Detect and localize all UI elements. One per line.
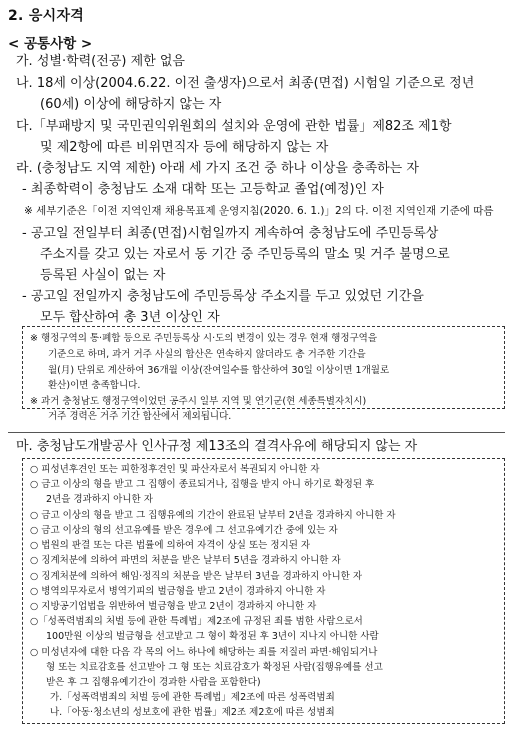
- item-ra-note: ※ 세부기준은「이전 지역인재 채용목표제 운영지침(2020. 6. 1.)」2의 다. 이전 지역인재 기준에 따름: [24, 205, 494, 217]
- disq-item-6: ○ 징계처분에 의하여 파면의 처분을 받은 날부터 5년을 경과하지 아니한 자: [30, 555, 341, 566]
- box1-note2-line1: ※ 과거 충청남도 행정구역이었던 공주시 일부 지역 및 연기군(현 세종특별자치시): [30, 396, 367, 407]
- disq-item-11-line1: ○ 미성년자에 대한 다음 각 목의 어느 하나에 해당하는 죄를 저질러 파면·해임되거나: [30, 647, 378, 658]
- item-da-line1: 다.「부패방지 및 국민권익위원회의 설치와 운영에 관한 법률」제82조 제1항: [16, 119, 452, 134]
- disq-item-11-line2: 형 또는 치료감호를 선고받아 그 형 또는 치료감호가 확정된 사람(집행유예를 선고: [46, 662, 383, 673]
- disq-item-11-sub-ga: 가.「성폭력범죄의 처벌 등에 관한 특례법」제2조에 따른 성폭력범죄: [50, 692, 335, 703]
- disq-item-10-line1: ○「성폭력범죄의 처벌 등에 관한 특례법」제2조에 규정된 죄를 범한 사람으로서: [30, 616, 363, 627]
- item-ra: 라. (충청남도 지역 제한) 아래 세 가지 조건 중 하나 이상을 충족하는 자: [16, 161, 419, 176]
- box1-note1-line4: 환산)이면 충족합니다.: [48, 380, 141, 391]
- item-na-line2: (60세) 이상에 해당하지 않는 자: [40, 97, 222, 112]
- item-da-line2: 및 제2항에 따른 비위면직자 등에 해당하지 않는 자: [40, 140, 329, 155]
- disq-item-4: ○ 금고 이상의 형의 선고유예를 받은 경우에 그 선고유예기간 중에 있는 자: [30, 525, 338, 536]
- item-ra-condition2-line3: 등록된 사실이 없는 자: [40, 268, 166, 283]
- box1-note1-line2: 기준으로 하며, 과거 거주 사실의 합산은 연속하지 않더라도 총 거주한 기간을: [48, 349, 366, 360]
- item-ma: 마. 충청남도개발공사 인사규정 제13조의 결격사유에 해당되지 않는 자: [16, 439, 418, 454]
- box1-note1-line3: 월(月) 단위로 계산하여 36개월 이상(잔여일수를 합산하여 30일 이상이면 1개월로: [48, 365, 390, 376]
- subsection-title: < 공통사항 >: [8, 36, 93, 52]
- disq-item-7: ○ 징계처분에 의하여 해임·정직의 처분을 받은 날부터 3년을 경과하지 아니한 자: [30, 571, 363, 582]
- disq-item-8: ○ 병역의무자로서 병역기피의 벌금형을 받고 2년이 경과하지 아니한 자: [30, 586, 326, 597]
- disq-item-11-line3: 받은 후 그 집행유예기간이 경과한 사람을 포함한다): [46, 677, 261, 688]
- divider-line: [8, 432, 505, 433]
- box1-note2-line2: 거주 경력은 거주 기간 합산에서 제외됩니다.: [48, 411, 232, 422]
- section-title: 2. 응시자격: [8, 8, 85, 24]
- disq-item-9: ○ 지방공기업법을 위반하여 벌금형을 받고 2년이 경과하지 아니한 자: [30, 601, 317, 612]
- disq-item-11-sub-na: 나.「아동·청소년의 성보호에 관한 법률」제2조 제2호에 따른 성범죄: [50, 707, 335, 718]
- item-ra-condition1: - 최종학력이 충청남도 소재 대학 또는 고등학교 졸업(예정)인 자: [22, 182, 384, 197]
- disq-item-3: ○ 금고 이상의 형을 받고 그 집행유예의 기간이 완료된 날부터 2년을 경과하지 아니한 자: [30, 510, 396, 521]
- item-ra-condition3-line2: 모두 합산하여 총 3년 이상인 자: [40, 310, 220, 325]
- item-ra-condition2-line1: - 공고일 전일부터 최종(면접)시험일까지 계속하여 충청남도에 주민등록상: [22, 226, 439, 241]
- disq-item-2-line1: ○ 금고 이상의 형을 받고 그 집행이 종료되거나, 집행을 받지 아니 하기로 확정된 후: [30, 479, 375, 490]
- item-na-line1: 나. 18세 이상(2004.6.22. 이전 출생자)으로서 최종(면접) 시험일 기준으로 정년: [16, 76, 475, 91]
- disq-item-2-line2: 2년을 경과하지 아니한 자: [46, 494, 153, 505]
- disq-item-1: ○ 피성년후견인 또는 피한정후견인 및 파산자로서 복권되지 아니한 자: [30, 464, 320, 475]
- disq-item-10-line2: 100만원 이상의 벌금형을 선고받고 그 형이 확정된 후 3년이 지나지 아니한 사람: [46, 631, 379, 642]
- item-ra-condition3-line1: - 공고일 전일까지 충청남도에 주민등록상 주소지를 두고 있었던 기간을: [22, 289, 424, 304]
- item-ga: 가. 성별·학력(전공) 제한 없음: [16, 54, 185, 69]
- item-ra-condition2-line2: 주소지를 갖고 있는 자로서 동 기간 중 주민등록의 말소 및 거주 불명으로: [40, 247, 450, 262]
- disq-item-5: ○ 법원의 판결 또는 다른 법률에 의하여 자격이 상실 또는 정지된 자: [30, 540, 311, 551]
- box1-note1-line1: ※ 행정구역의 통·폐합 등으로 주민등록상 시·도의 변경이 있는 경우 현재 행정구역을: [30, 333, 378, 344]
